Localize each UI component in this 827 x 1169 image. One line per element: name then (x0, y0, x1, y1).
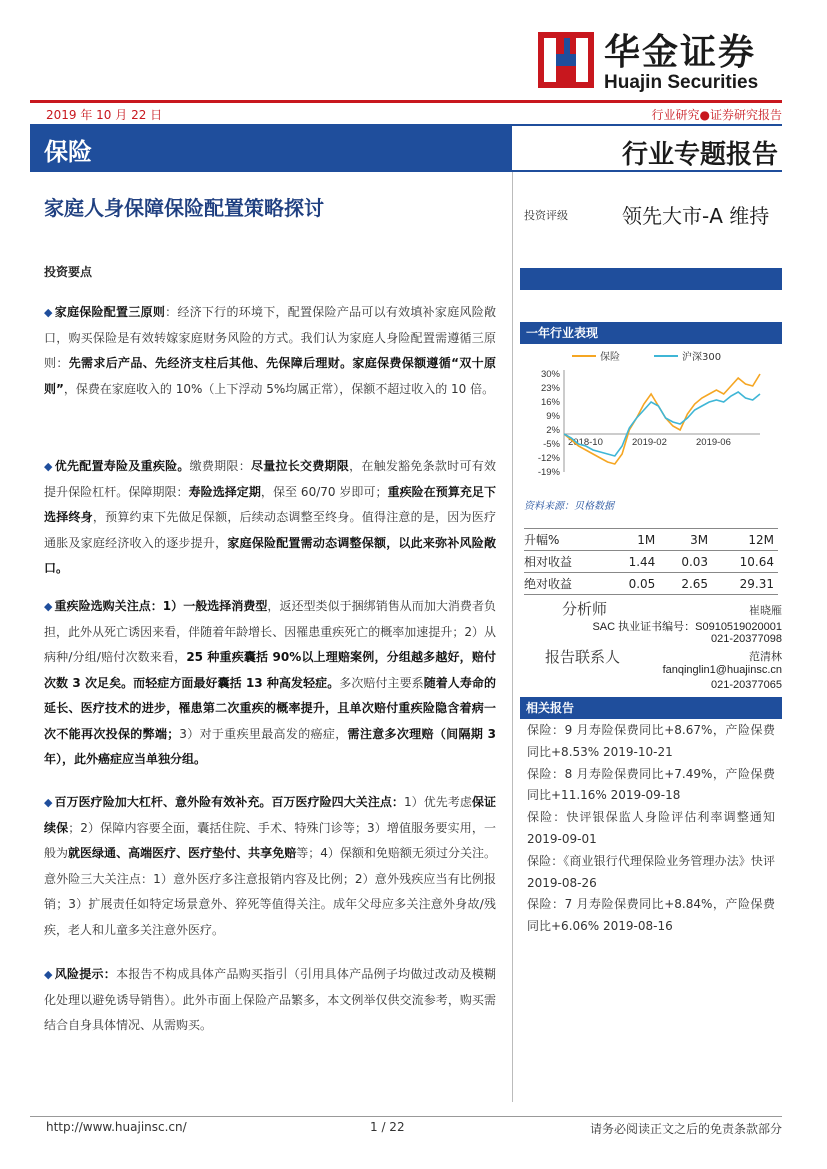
performance-chart-svg (520, 344, 782, 484)
performance-table (524, 528, 778, 595)
diamond-bullet-icon: ◆ (44, 460, 53, 473)
logo-cn-text: 华金证券 (604, 32, 757, 73)
table-row (524, 573, 778, 595)
diamond-bullet-icon: ◆ (44, 796, 53, 809)
table-cell: 10.64 (712, 551, 778, 573)
contact-phone: 021-20377065 (711, 679, 782, 691)
bullet-paragraph (44, 594, 496, 773)
contact-role: 报告联系人 (545, 648, 621, 666)
y-tick-label: 2% (546, 425, 560, 436)
y-tick-label: 9% (546, 411, 560, 422)
bullet-text: 优先配置寿险及重疾险。缴费期限：尽量拉长交费期限，在触发豁免条款时可有效提升保险杠杆。保障期限：寿险选择定期，保至 60/70 岁即可；重疾险在预算充足下选择终身，预算约束下先做足保额，后续动态调整至终身。值得注意的是，因为医疗通胀及家庭经济收入的逐步提升，家庭保险配置需动态调整保额，以此来弥补风险敞口。 (44, 459, 496, 575)
report-type: 行业专题报告 (621, 140, 778, 170)
bullet-paragraph (44, 962, 496, 1039)
page-number: 1 / 22 (370, 1120, 405, 1134)
contact-name: 范清林 (749, 651, 782, 663)
diamond-bullet-icon: ◆ (44, 306, 53, 319)
diamond-bullet-icon: ◆ (44, 968, 53, 981)
table-cell: 3M (659, 529, 712, 551)
bullet-text: 百万医疗险加大杠杆、意外险有效补充。百万医疗险四大关注点：1）优先考虑保证续保；2）保障内容要全面，囊括住院、手术、特殊门诊等；3）增值服务要实用，一般为就医绿通、高端医疗、医疗垫付、共享免赔等；4）保额和免赔额无须过分关注。意外险三大关注点：1）意外医疗多注意报销内容及比例；2）意外残疾应当有比例报销；3）扩展责任如特定场景意外、猝死等值得关注。成年父母应多关注意外身故/残疾，老人和儿童多关注意外医疗。 (44, 795, 496, 937)
report-category: 行业研究●证券研究报告 (651, 108, 782, 122)
column-divider (512, 172, 513, 1102)
analyst-role: 分析师 (562, 600, 608, 618)
y-tick-label: -19% (537, 467, 560, 478)
bullet-paragraph (44, 790, 496, 943)
table-cell: 29.31 (712, 573, 778, 595)
y-tick-label: 30% (540, 369, 560, 380)
company-logo (538, 32, 778, 94)
table-cell: 升幅% (524, 529, 607, 551)
performance-chart (520, 344, 782, 484)
table-cell: 1.44 (607, 551, 660, 573)
rating-value: 领先大市-A 维持 (622, 204, 770, 228)
bullet-text: 家庭保险配置三原则：经济下行的环境下，配置保险产品可以有效填补家庭风险敞口，购买保险是有效转嫁家庭财务风险的方式。我们认为家庭人身险配置需遵循三原则：先需求后产品、先经济支柱后其他、先保障后理财。家庭保费保额遵循“双十原则”，保费在家庭收入的 10%（上下浮动 5%均属正常），保额不超过收入的 10 倍。 (44, 305, 496, 396)
rating-color-block (520, 268, 782, 290)
related-report-link[interactable]: 保险：8 月寿险保费同比+7.49%，产险保费同比+11.16% 2019-09-18 (527, 766, 775, 803)
x-tick-label: 2018-10 (568, 437, 603, 448)
analyst-name: 崔晓雁 (749, 604, 782, 617)
footer-disclaimer: 请务必阅读正文之后的免责条款部分 (589, 1122, 782, 1136)
report-date: 2019 年 10 月 22 日 (46, 108, 163, 122)
bullet-paragraph (44, 454, 496, 582)
industry-name: 保险 (44, 138, 92, 166)
bullet-paragraph (44, 300, 496, 402)
table-cell: 1M (607, 529, 660, 551)
bullet-text: 风险提示：本报告不构成具体产品购买指引（引用具体产品例子均做过改动及模糊化处理以避免诱导销售）。此外市面上保险产品繁多，本文例举仅供交流参考，购买需结合自身具体情况、从需购买。 (44, 967, 496, 1032)
table-header-row (524, 529, 778, 551)
investment-highlights-heading: 投资要点 (44, 265, 93, 279)
table-cell: 绝对收益 (524, 573, 607, 595)
legend-label: 沪深300 (682, 352, 722, 363)
table-cell: 2.65 (659, 573, 712, 595)
performance-heading: 一年行业表现 (520, 322, 782, 344)
table-cell: 12M (712, 529, 778, 551)
table-cell: 0.05 (607, 573, 660, 595)
chart-source: 资料来源：贝格数据 (524, 501, 614, 512)
contact-email[interactable]: fanqinglin1@huajinsc.cn (662, 664, 782, 676)
huajin-logo-icon (538, 32, 594, 88)
table-cell: 相对收益 (524, 551, 607, 573)
industry-bar (30, 124, 512, 172)
x-tick-label: 2019-02 (632, 437, 667, 448)
y-tick-label: -5% (543, 439, 560, 450)
related-report-link[interactable]: 保险：《商业银行代理保险业务管理办法》快评 2019-08-26 (527, 853, 775, 890)
related-report-link[interactable]: 保险：7 月寿险保费同比+8.84%，产险保费同比+6.06% 2019-08-16 (527, 897, 775, 934)
report-type-box (512, 124, 782, 172)
footer-url[interactable]: http://www.huajinsc.cn/ (46, 1120, 187, 1134)
logo-en-text: Huajin Securities (604, 72, 759, 93)
related-report-link[interactable]: 保险：快评银保监人身险评估利率调整通知 2019-09-01 (527, 810, 775, 846)
bullet-text: 重疾险选购关注点：1）一般选择消费型，返还型类似于捆绑销售从而加大消费者负担，此外从死亡诱因来看，伴随着年龄增长、因罹患重疾死亡的概率加速提升；2）从病种/分组/赔付次数来看，25 种重疾囊括 90%以上理赔案例，分组越多越好，赔付次数 3 次足矣。而轻症方面最好囊括 13 种高发轻症。多次赔付主要系随着人寿命的延长、医疗技术的进步，罹患第二次重疾的概率提升，且单次赔付重疾险隐含着病一次不能再次投保的弊端；3）对于重疾里最高发的癌症，需注意多次理赔（间隔期 3 年），此外癌症应当单独分组。 (44, 599, 497, 766)
table-cell: 0.03 (659, 551, 712, 573)
related-reports-heading: 相关报告 (520, 697, 782, 719)
y-tick-label: -12% (537, 453, 560, 464)
footer-divider (30, 1116, 782, 1117)
y-tick-label: 23% (540, 383, 560, 394)
related-report-link[interactable]: 保险：9 月寿险保费同比+8.67%，产险保费同比+8.53% 2019-10-21 (527, 723, 775, 759)
header-divider (30, 100, 782, 103)
table-row (524, 551, 778, 573)
analyst-cert: SAC 执业证书编号：S0910519020001 (592, 621, 782, 633)
y-tick-label: 16% (540, 397, 560, 408)
rating-label: 投资评级 (524, 209, 568, 222)
analyst-phone: 021-20377098 (711, 633, 782, 645)
x-tick-label: 2019-06 (696, 437, 731, 448)
related-reports-list (527, 720, 775, 938)
legend-label: 保险 (600, 352, 620, 363)
page-title: 家庭人身保障保险配置策略探讨 (44, 196, 324, 220)
diamond-bullet-icon: ◆ (44, 600, 53, 613)
